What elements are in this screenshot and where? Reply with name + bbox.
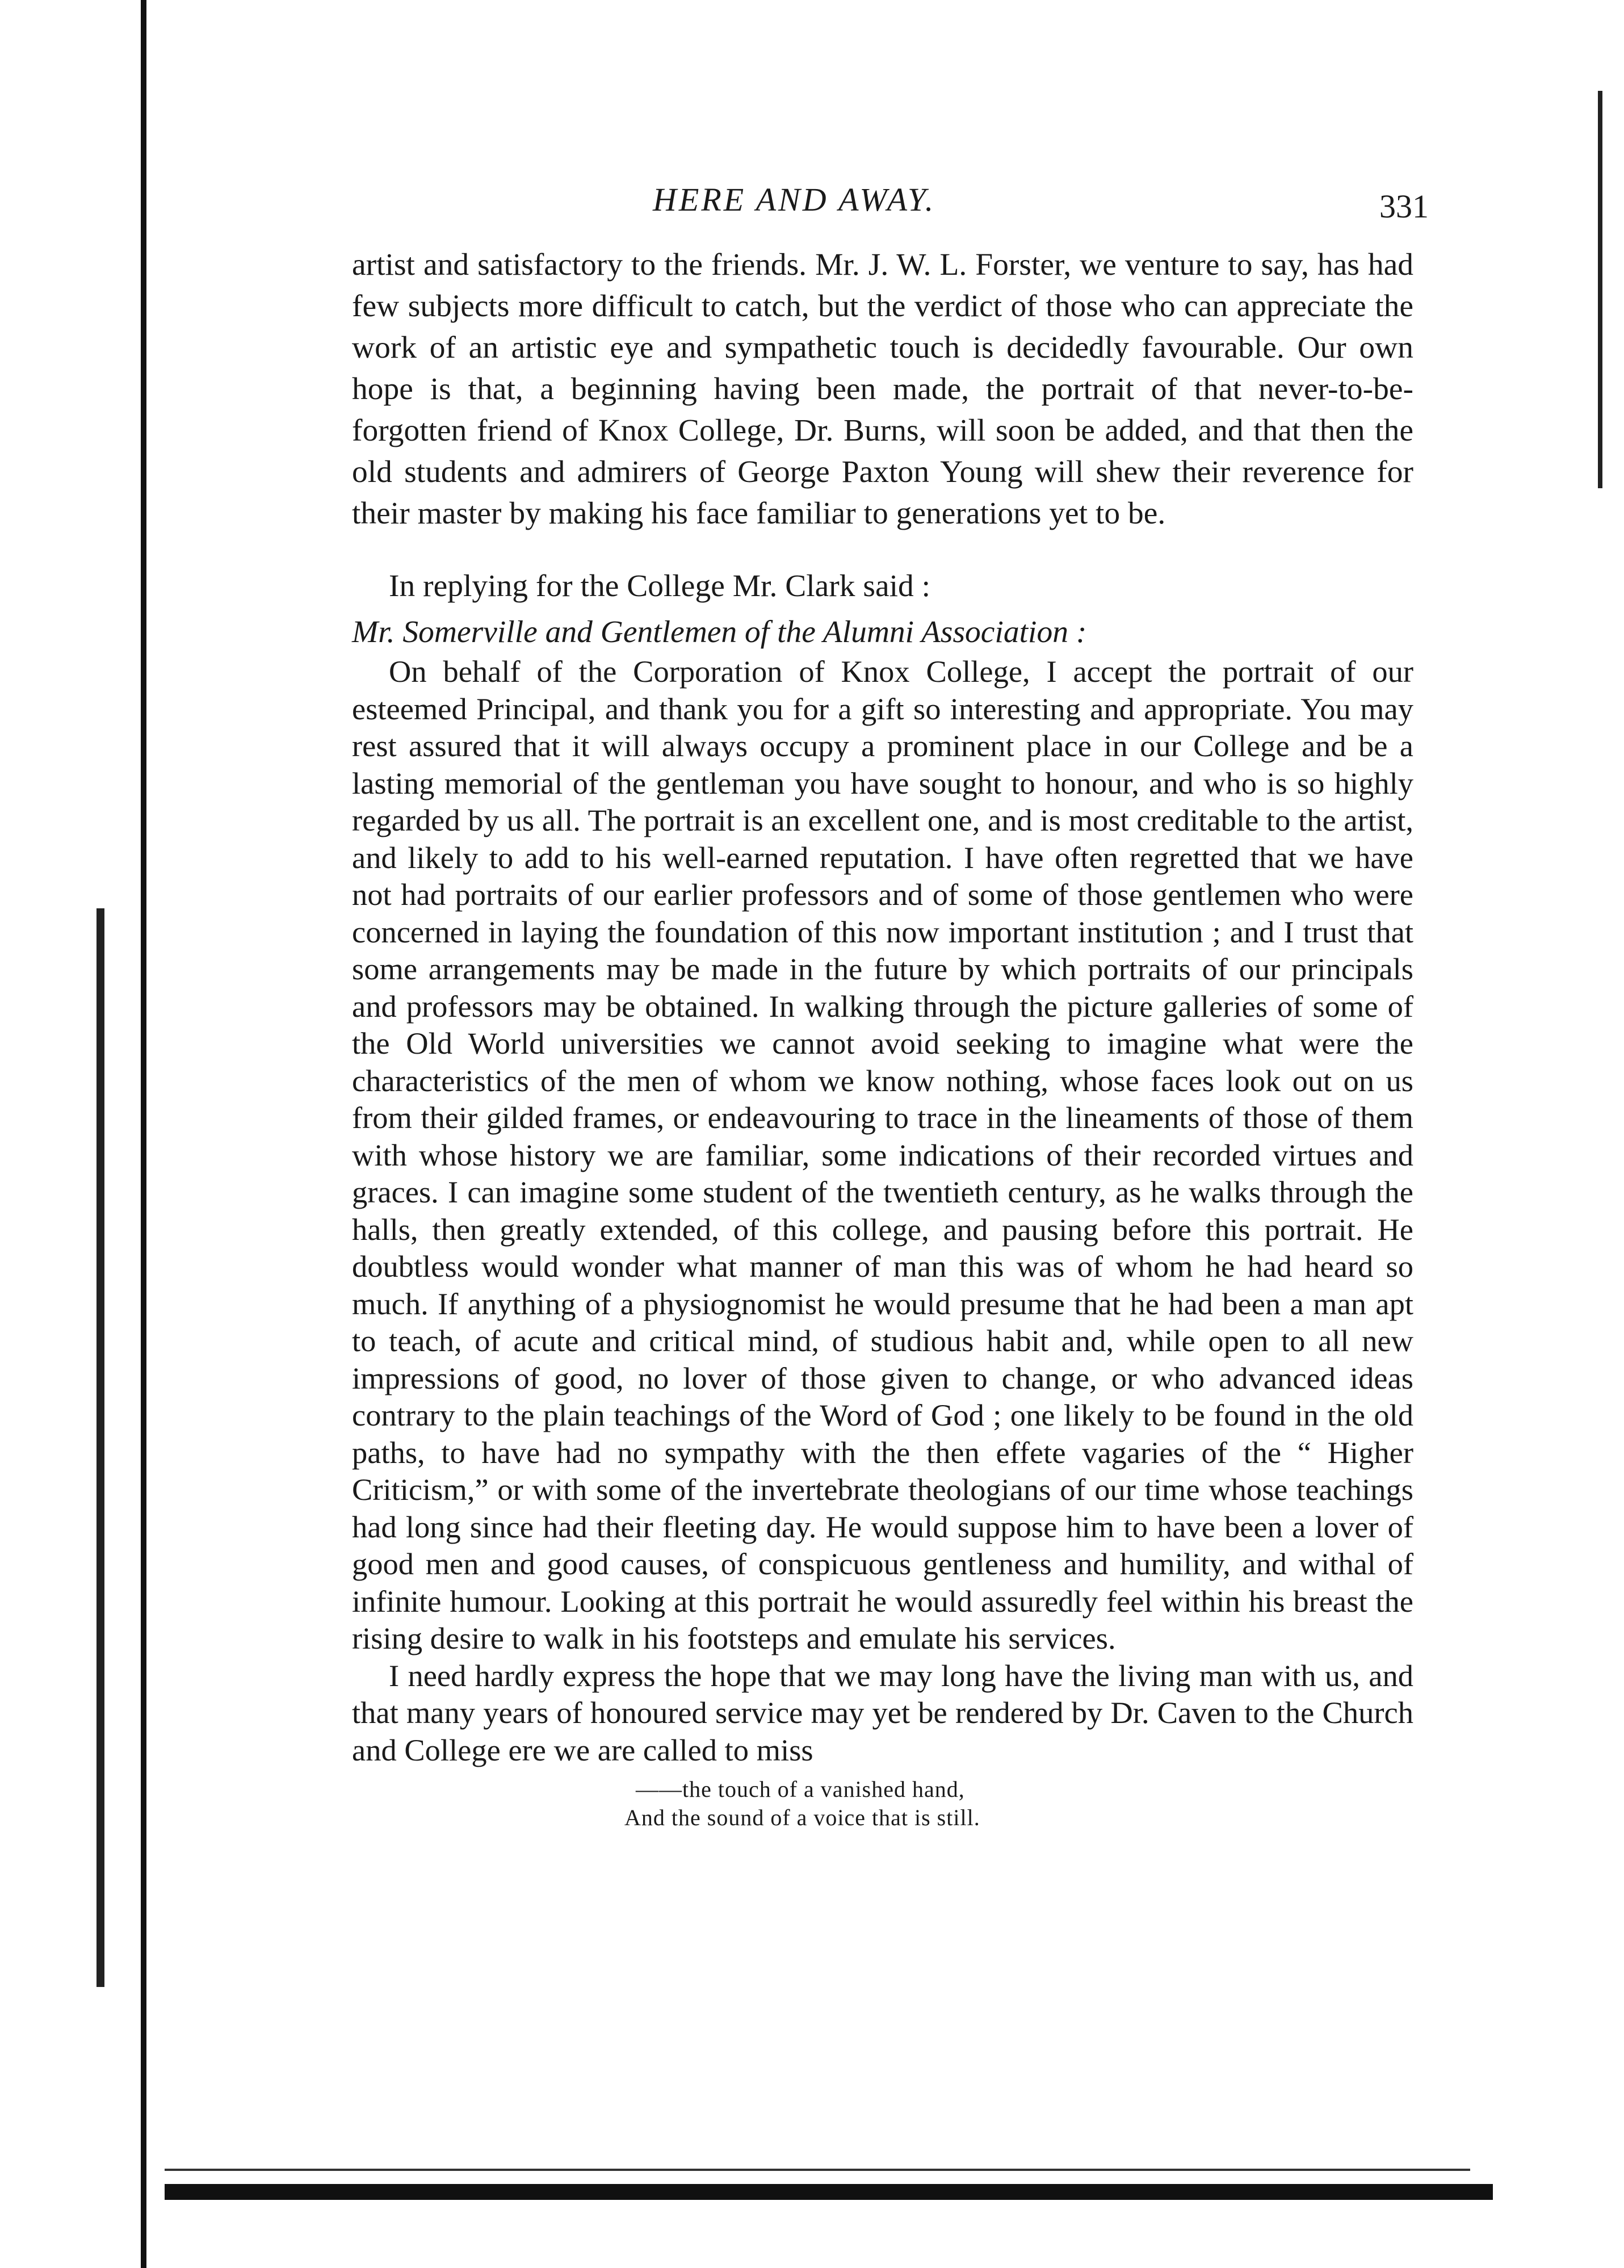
running-head: HERE AND AWAY.	[653, 181, 936, 218]
verse-line: ——the touch of a vanished hand,	[636, 1776, 965, 1802]
verse-line: And the sound of a voice that is still.	[624, 1805, 980, 1830]
verse-quotation	[352, 1775, 1413, 1832]
salutation: Mr. Somerville and Gentlemen of the Alumni Association :	[352, 615, 1087, 649]
body-text	[352, 244, 1413, 1832]
paragraph-intro: In replying for the College Mr. Clark said :	[389, 569, 931, 603]
paragraph-continued: artist and satisfactory to the friends. Mr. J. W. L. Forster, we venture to say, has had few subjects more difficult to catch, but the verdict of those who can appreciate the work of an artistic eye and sympathetic touch is decidedly favourable. Our own hope is that, a beginning having been made, the portrait of that never-to-be-forgotten friend of Knox College, Dr. Burns, will soon be added, and that then the old students and admirers of George Paxton Young will shew their reverence for their master by making his face familiar to generations yet to be.	[352, 248, 1413, 531]
scan-edge-left	[141, 0, 146, 2268]
bottom-rule-thin	[165, 2169, 1470, 2171]
speech-paragraph: On behalf of the Corporation of Knox College, I accept the portrait of our esteemed Principal, and thank you for a gift so interesting and appropriate. You may rest assured that it will always occupy a prominent place in our College and be a lasting memorial of the gentleman you have sought to honour, and who is so highly regarded by us all. The portrait is an excellent one, and is most creditable to the artist, and likely to add to his well-earned reputation. I have often regretted that we have not had portraits of our earlier professors and of some of those gentlemen who were concerned in laying the foundation of this now important institution ; and I trust that some arrangements may be made in the future by which portraits of our principals and professors may be obtained. In walking through the picture galleries of some of the Old World universities we cannot avoid seeking to imagine what were the characteristics of the men of whom we know nothing, whose faces look out on us from their gilded frames, or endeavouring to trace in the lineaments of those of them with whose history we are familiar, some indications of their recorded virtues and graces. I can imagine some student of the twentieth century, as he walks through the halls, then greatly extended, of this college, and pausing before this portrait. He doubtless would wonder what manner of man this was of whom he had heard so much. If anything of a physiognomist he would presume that he had been a man apt to teach, of acute and critical mind, of studious habit and, while open to all new impressions of good, no lover of those given to change, or who advanced ideas contrary to the plain teachings of the Word of God ; one likely to be found in the old paths, to have had no sympathy with the then effete vagaries of the “ Higher Criticism,” or with some of the invertebrate theologians of our time whose teachings had long since had their fleeting day. He would suppose him to have been a lover of good men and good causes, of conspicuous gentleness and humility, and withal of infinite humour. Looking at this portrait he would assuredly feel within his breast the rising desire to walk in his footsteps and emulate his services.	[352, 654, 1413, 1655]
page-header	[653, 181, 1429, 226]
speech-closing-paragraph: I need hardly express the hope that we may long have the living man with us, and that many years of honoured service may yet be rendered by Dr. Caven to the Church and College ere we are called to miss	[352, 1658, 1413, 1767]
bottom-rule	[165, 2177, 1493, 2200]
scan-edge-right	[1598, 91, 1602, 488]
page-number: 331	[1379, 188, 1429, 225]
scan-edge-left-inner	[96, 908, 104, 1987]
